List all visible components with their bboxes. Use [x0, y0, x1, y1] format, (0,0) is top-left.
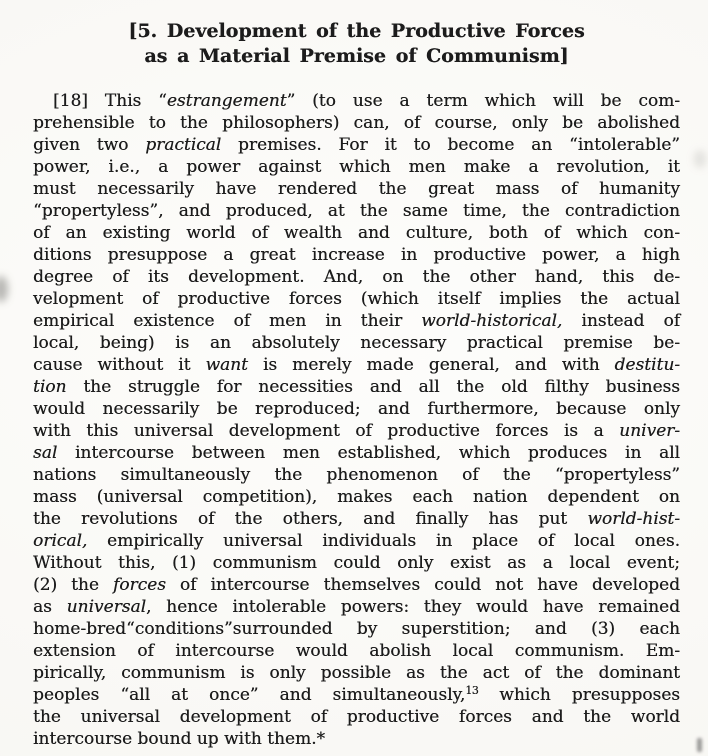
body-text: with this universal development of productive forces is a [33, 421, 620, 441]
body-text: empirically universal individuals in place of local ones. [87, 531, 680, 551]
body-text: as [33, 597, 67, 617]
body-text: must necessarily have rendered the great mass of humanity [33, 179, 680, 199]
body-text: nations simultaneously the phenomenon of the “propertyless” [33, 465, 680, 485]
text-line [33, 684, 680, 706]
body-text: intercourse bound up with them.* [33, 729, 325, 749]
body-text: local, being) is an absolutely necessary practical premise be- [33, 333, 680, 353]
footnote-ref-13: 13 [465, 684, 479, 697]
emphasis-text: world-historical, [421, 311, 563, 331]
body-text: cause without it [33, 355, 206, 375]
text-line [33, 288, 680, 310]
emphasis-text: want [205, 355, 248, 375]
body-text: Without this, (1) communism could only exist as a local event; [33, 553, 680, 573]
body-text: peoples “all at once” and simultaneously, [33, 685, 466, 705]
body-text: intercourse between men established, which produces in all [57, 443, 680, 463]
text-line [33, 266, 680, 288]
text-line [33, 574, 680, 596]
body-text: empirical existence of men in their [33, 311, 422, 331]
body-text: , hence intolerable powers: they would have remained [146, 597, 680, 617]
text-line [33, 728, 680, 750]
text-line [33, 310, 680, 332]
body-text: degree of its development. And, on the other hand, this de- [33, 267, 680, 287]
body-text: pirically, communism is only possible as the act of the dominant [33, 663, 680, 683]
scan-smudge [694, 150, 706, 168]
text-line [33, 618, 680, 640]
text-line [33, 244, 680, 266]
text-line [33, 222, 680, 244]
text-line [33, 112, 680, 134]
body-text: the struggle for necessities and all the old filthy business [66, 377, 680, 397]
section-heading-line-1: [5. Development of the Productive Forces [128, 20, 585, 42]
text-line [33, 134, 680, 156]
text-line [33, 156, 680, 178]
text-line [33, 354, 680, 376]
emphasis-text: sal [33, 443, 58, 463]
text-line [33, 640, 680, 662]
text-line [33, 332, 680, 354]
section-heading [33, 19, 680, 69]
section-heading-line-2: as a Material Premise of Communism] [144, 45, 569, 67]
text-line [33, 552, 680, 574]
body-text: power, i.e., a power against which men make a revolution, it [33, 157, 680, 177]
body-text: “propertyless”, and produced, at the same time, the contradiction [33, 201, 680, 221]
scan-smudge [0, 276, 8, 302]
emphasis-text: orical, [33, 531, 88, 551]
body-text: extension of intercourse would abolish local communism. Em- [33, 641, 680, 661]
body-text: ditions presuppose a great increase in productive power, a high [33, 245, 680, 265]
body-text: [18] This “ [53, 91, 167, 111]
body-text: which presupposes [478, 685, 680, 705]
text-line [33, 90, 680, 112]
paragraph-18 [33, 90, 680, 750]
text-line [33, 376, 680, 398]
text-line [33, 464, 680, 486]
body-text: premises. For it to become an “intolerable” [221, 135, 681, 155]
emphasis-text: universal [66, 597, 147, 617]
body-text: (2) the [33, 575, 113, 595]
body-text: is merely made general, and with [247, 355, 615, 375]
emphasis-text: world-hist- [587, 509, 680, 529]
text-line [33, 178, 680, 200]
emphasis-text: estrangement [166, 91, 287, 111]
body-text: given two [33, 135, 146, 155]
text-line [33, 486, 680, 508]
emphasis-text: practical [145, 135, 222, 155]
text-line [33, 706, 680, 728]
text-line [33, 662, 680, 684]
text-line [33, 596, 680, 618]
body-text: of intercourse themselves could not have developed [165, 575, 681, 595]
body-text: home-bred“conditions”surrounded by superstition; and (3) each [33, 619, 680, 639]
emphasis-text: univer- [619, 421, 680, 441]
text-line [33, 420, 680, 442]
scan-artifact [697, 738, 702, 752]
text-line [33, 442, 680, 464]
body-text: the revolutions of the others, and finally has put [33, 509, 588, 529]
body-text: the universal development of productive forces and the world [33, 707, 680, 727]
body-text: of an existing world of wealth and culture, both of which con- [33, 223, 680, 243]
body-text: velopment of productive forces (which itself implies the actual [33, 289, 680, 309]
body-text: ” (to use a term which will be com- [286, 91, 681, 111]
emphasis-text: forces [112, 575, 166, 595]
emphasis-text: tion [33, 377, 67, 397]
body-text: instead of [562, 311, 680, 331]
text-line [33, 508, 680, 530]
body-text: mass (universal competition), makes each nation dependent on [33, 487, 680, 507]
body-text: would necessarily be reproduced; and furthermore, because only [33, 399, 680, 419]
text-line [33, 530, 680, 552]
emphasis-text: destitu- [614, 355, 681, 375]
text-line [33, 200, 680, 222]
body-text: prehensible to the philosophers) can, of course, only be abolished [33, 113, 680, 133]
text-line [33, 398, 680, 420]
